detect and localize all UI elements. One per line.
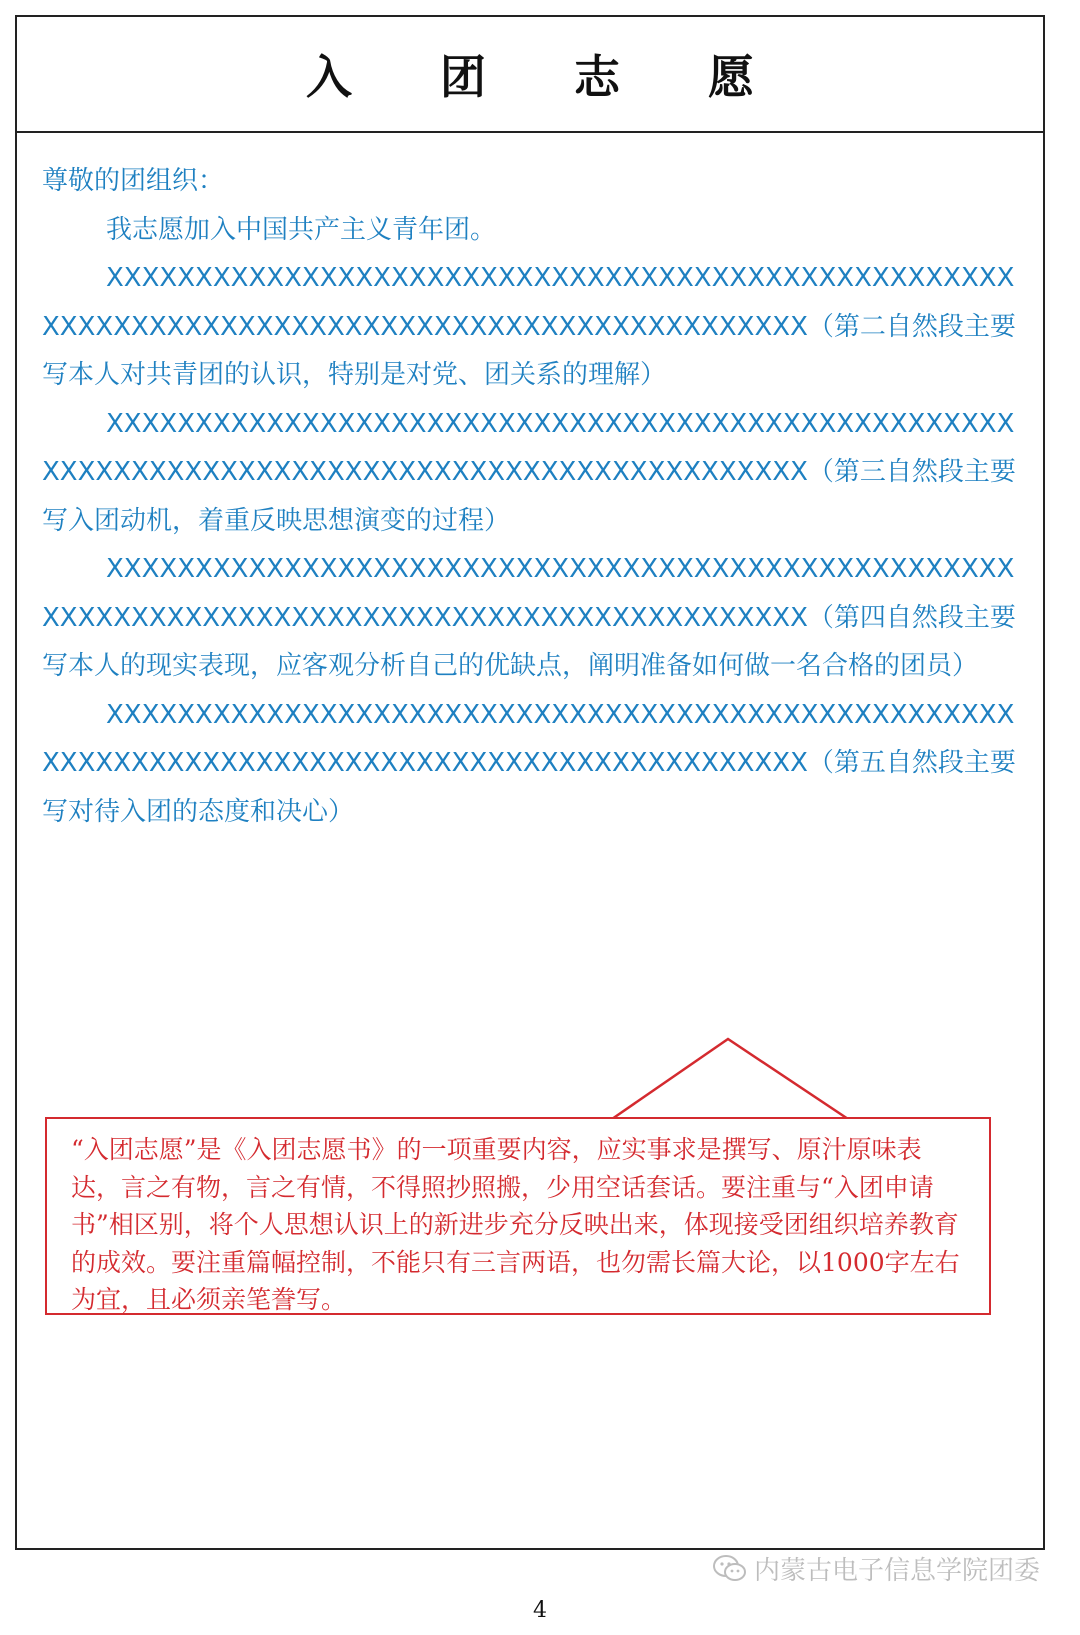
watermark bbox=[712, 1550, 1040, 1587]
wechat-icon bbox=[712, 1554, 748, 1584]
letter-paragraph-5: XXXXXXXXXXXXXXXXXXXXXXXXXXXXXXXXXXXXXXXXXXXXXXXXXXXXXXXXXXXXXXXXXXXXXXXXXXXXXXXXXXXXXXXXXXXXXX（第五自然段主要写对待入团的态度和决心） bbox=[42, 699, 1016, 827]
letter-intro: 我志愿加入中国共产主义青年团。 bbox=[106, 214, 497, 245]
letter-salutation: 尊敬的团组织： bbox=[42, 166, 225, 196]
letter-paragraph-2: XXXXXXXXXXXXXXXXXXXXXXXXXXXXXXXXXXXXXXXXXXXXXXXXXXXXXXXXXXXXXXXXXXXXXXXXXXXXXXXXXXXXXXXXXXXXXX（第二自然段主要写本人对共青团的认识，特别是对党、团关系的理解） bbox=[42, 263, 1016, 390]
guidance-note-text: “入团志愿”是《入团志愿书》的一项重要内容，应实事求是撰写、原汁原味表达，言之有物，言之有情，不得照抄照搬，少用空话套话。要注重与“入团申请书”相区别，将个人思想认识上的新进步充分反映出来，体现接受团组织培养教育的成效。要注重篇幅控制，不能只有三言两语，也勿需长篇大论，以1000字左右为宜，且必须亲笔誊写。 bbox=[71, 1135, 960, 1314]
watermark-text: 内蒙古电子信息学院团委 bbox=[753, 1556, 1040, 1586]
letter-body bbox=[42, 157, 1022, 836]
form-page-frame bbox=[15, 15, 1045, 1550]
callout-pointer bbox=[610, 1035, 850, 1121]
guidance-note-box bbox=[45, 1117, 991, 1315]
title-bar bbox=[17, 17, 1043, 133]
letter-paragraph-4: XXXXXXXXXXXXXXXXXXXXXXXXXXXXXXXXXXXXXXXXXXXXXXXXXXXXXXXXXXXXXXXXXXXXXXXXXXXXXXXXXXXXXXXXXXXXXX（第四自然段主要写本人的现实表现，应客观分析自己的优缺点，阐明准备如何做一名合格的团员） bbox=[42, 554, 1016, 681]
page-number: 4 bbox=[533, 1598, 547, 1623]
letter-paragraph-3: XXXXXXXXXXXXXXXXXXXXXXXXXXXXXXXXXXXXXXXXXXXXXXXXXXXXXXXXXXXXXXXXXXXXXXXXXXXXXXXXXXXXXXXXXXXXXX（第三自然段主要写入团动机，着重反映思想演变的过程） bbox=[42, 408, 1016, 536]
page-title: 入 团 志 愿 bbox=[305, 50, 791, 104]
